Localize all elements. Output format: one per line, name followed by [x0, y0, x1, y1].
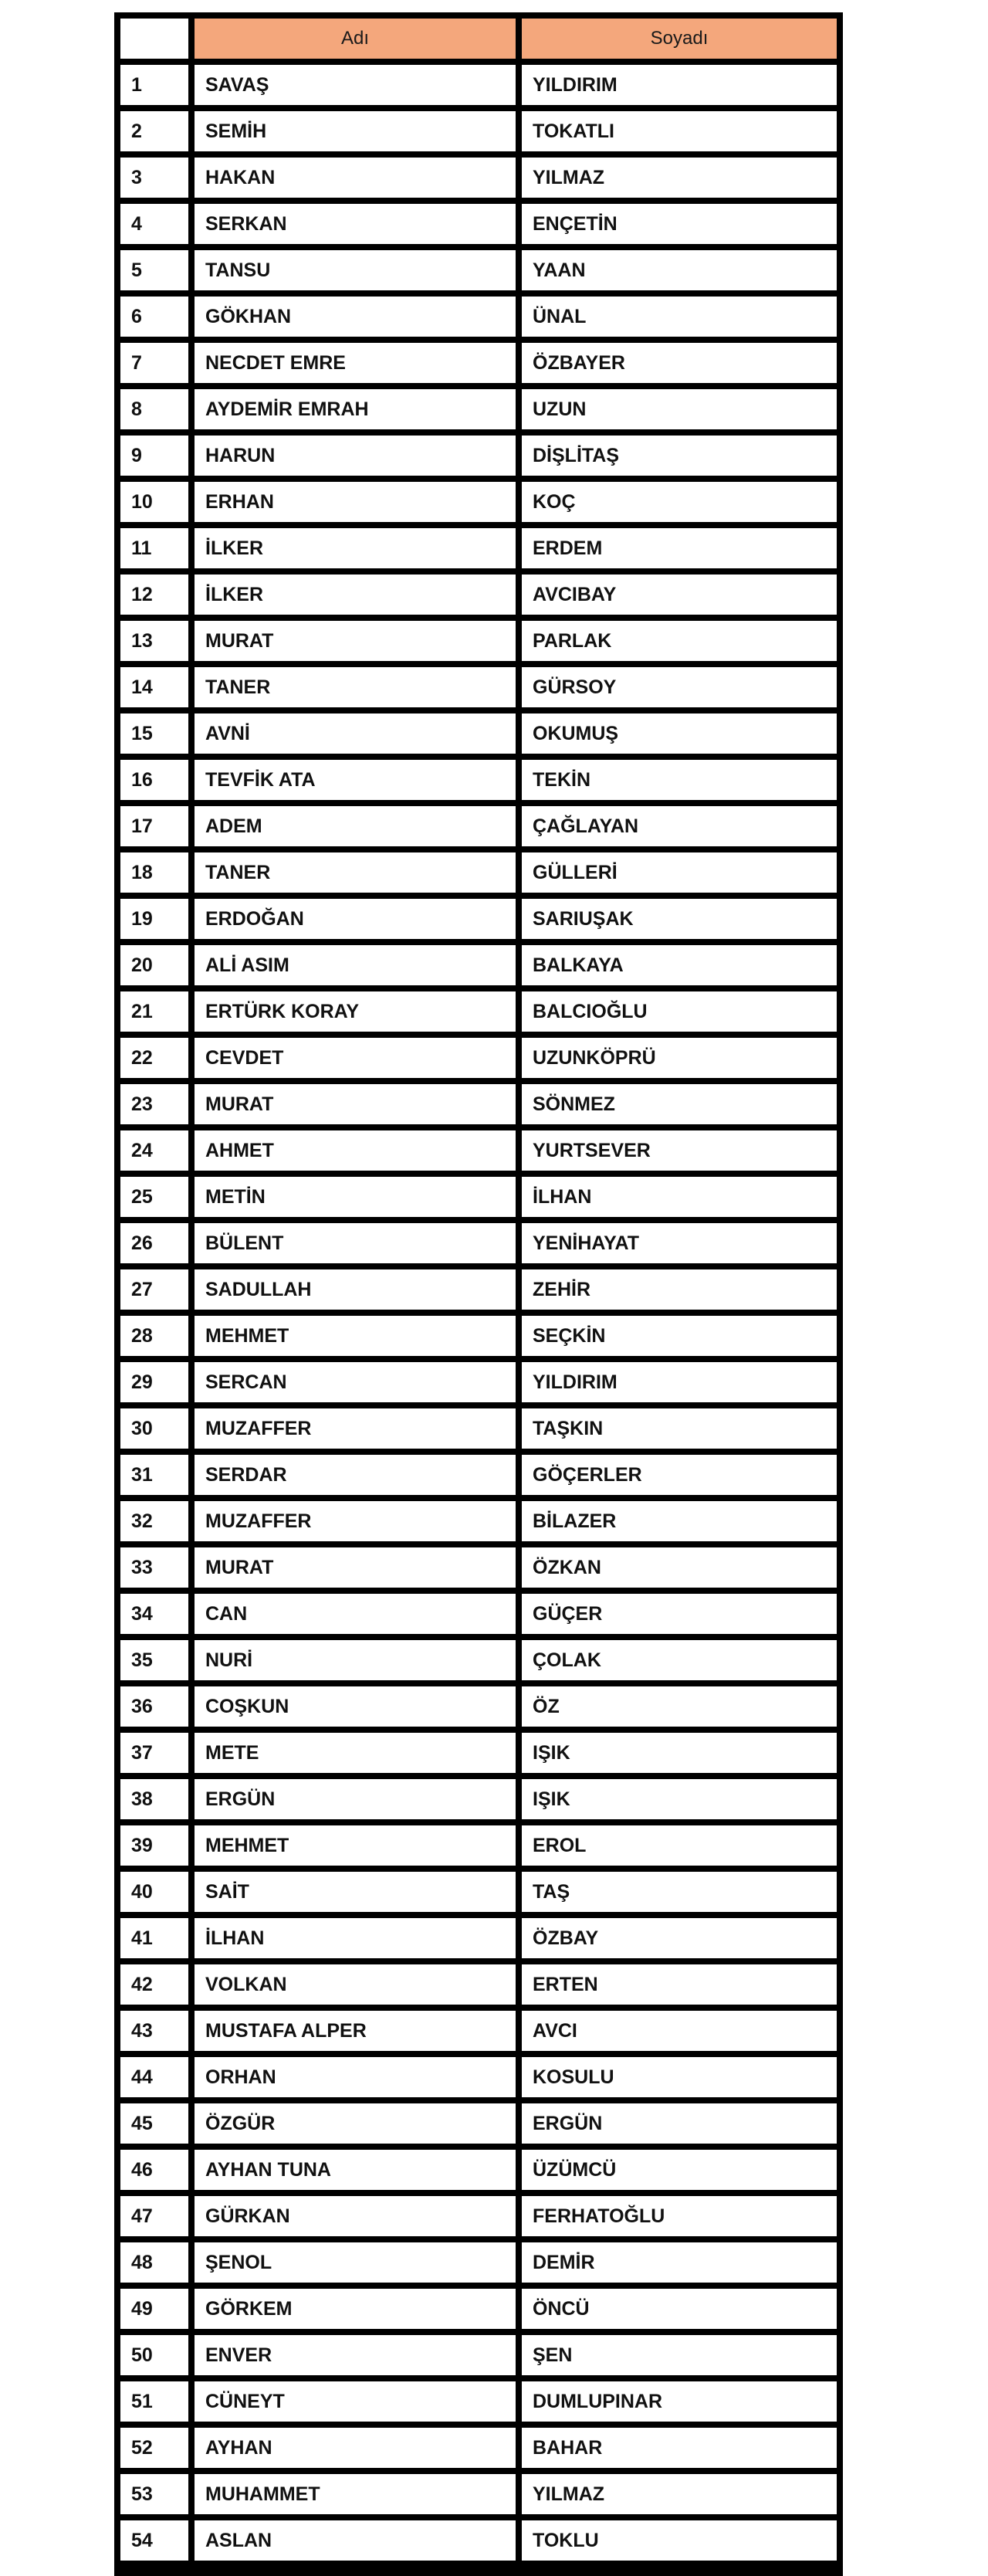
table-row	[114, 2057, 843, 2097]
first-name-cell: MUHAMMET	[195, 2474, 516, 2514]
table-row	[114, 667, 843, 707]
row-number-cell: 12	[120, 575, 188, 615]
last-name-cell: GÜLLERİ	[522, 852, 837, 893]
first-name-cell: İLKER	[195, 528, 516, 568]
table-row	[114, 204, 843, 244]
first-name-cell: ADEM	[195, 806, 516, 846]
row-number-cell: 18	[120, 852, 188, 893]
row-number-cell: 33	[120, 1547, 188, 1588]
first-name-cell: ALİ ASIM	[195, 945, 516, 985]
table-row	[114, 1455, 843, 1495]
table-row	[114, 899, 843, 939]
last-name-cell: KOÇ	[522, 482, 837, 522]
table-row	[114, 250, 843, 290]
row-number-cell: 48	[120, 2242, 188, 2283]
table-row	[114, 1594, 843, 1634]
header-last-name-cell: Soyadı	[522, 19, 837, 59]
row-number-cell: 39	[120, 1825, 188, 1866]
table-row	[114, 65, 843, 105]
last-name-cell: IŞIK	[522, 1779, 837, 1819]
last-name-cell: ERGÜN	[522, 2103, 837, 2144]
first-name-cell: İLHAN	[195, 1918, 516, 1958]
table-row	[114, 528, 843, 568]
table-row	[114, 1872, 843, 1912]
table-row	[114, 1130, 843, 1171]
first-name-cell: BÜLENT	[195, 1223, 516, 1263]
row-number-cell: 50	[120, 2335, 188, 2375]
last-name-cell: BALKAYA	[522, 945, 837, 985]
last-name-cell: İLHAN	[522, 1177, 837, 1217]
row-number-cell: 13	[120, 621, 188, 661]
first-name-cell: MEHMET	[195, 1316, 516, 1356]
last-name-cell: SÖNMEZ	[522, 1084, 837, 1124]
last-name-cell: ÖNCÜ	[522, 2289, 837, 2329]
last-name-cell: AVCI	[522, 2011, 837, 2051]
table-row	[114, 2242, 843, 2283]
last-name-cell: DİŞLİTAŞ	[522, 436, 837, 476]
last-name-cell: ÇOLAK	[522, 1640, 837, 1680]
first-name-cell: ENVER	[195, 2335, 516, 2375]
table-row	[114, 1501, 843, 1541]
first-name-cell: SADULLAH	[195, 1269, 516, 1310]
table-row	[114, 1640, 843, 1680]
last-name-cell: TAŞKIN	[522, 1408, 837, 1449]
row-number-cell: 46	[120, 2150, 188, 2190]
table-row	[114, 297, 843, 337]
first-name-cell: SERDAR	[195, 1455, 516, 1495]
row-number-cell: 38	[120, 1779, 188, 1819]
first-name-cell: MURAT	[195, 621, 516, 661]
last-name-cell: TOKATLI	[522, 111, 837, 151]
last-name-cell: DUMLUPINAR	[522, 2381, 837, 2422]
first-name-cell: CEVDET	[195, 1038, 516, 1078]
last-name-cell: TOKLU	[522, 2520, 837, 2561]
table-row	[114, 1686, 843, 1727]
last-name-cell: IŞIK	[522, 1733, 837, 1773]
first-name-cell: ERGÜN	[195, 1779, 516, 1819]
first-name-cell: AYHAN TUNA	[195, 2150, 516, 2190]
table-row	[114, 1362, 843, 1402]
row-number-cell: 36	[120, 1686, 188, 1727]
first-name-cell: MUZAFFER	[195, 1501, 516, 1541]
last-name-cell: ZEHİR	[522, 1269, 837, 1310]
row-number-cell: 54	[120, 2520, 188, 2561]
first-name-cell: ERDOĞAN	[195, 899, 516, 939]
table-row	[114, 482, 843, 522]
first-name-cell: SEMİH	[195, 111, 516, 151]
last-name-cell: KOSULU	[522, 2057, 837, 2097]
first-name-cell: METİN	[195, 1177, 516, 1217]
table-row	[114, 2428, 843, 2468]
last-name-cell: GÜRSOY	[522, 667, 837, 707]
first-name-cell: MEHMET	[195, 1825, 516, 1866]
row-number-cell: 2	[120, 111, 188, 151]
first-name-cell: SAVAŞ	[195, 65, 516, 105]
row-number-cell: 4	[120, 204, 188, 244]
last-name-cell: TAŞ	[522, 1872, 837, 1912]
row-number-cell: 7	[120, 343, 188, 383]
table-row	[114, 2474, 843, 2514]
row-number-cell: 44	[120, 2057, 188, 2097]
row-number-cell: 24	[120, 1130, 188, 1171]
first-name-cell: AYDEMİR EMRAH	[195, 389, 516, 429]
header-number-cell	[120, 19, 188, 59]
table-row	[114, 713, 843, 754]
last-name-cell: YILMAZ	[522, 2474, 837, 2514]
table-row	[114, 1779, 843, 1819]
last-name-cell: YENİHAYAT	[522, 1223, 837, 1263]
row-number-cell: 51	[120, 2381, 188, 2422]
last-name-cell: UZUNKÖPRÜ	[522, 1038, 837, 1078]
row-number-cell: 20	[120, 945, 188, 985]
last-name-cell: BİLAZER	[522, 1501, 837, 1541]
row-number-cell: 23	[120, 1084, 188, 1124]
row-number-cell: 30	[120, 1408, 188, 1449]
first-name-cell: AYHAN	[195, 2428, 516, 2468]
row-number-cell: 43	[120, 2011, 188, 2051]
first-name-cell: MURAT	[195, 1084, 516, 1124]
row-number-cell: 45	[120, 2103, 188, 2144]
row-number-cell: 52	[120, 2428, 188, 2468]
last-name-cell: GÜÇER	[522, 1594, 837, 1634]
row-number-cell: 6	[120, 297, 188, 337]
last-name-cell: ÇAĞLAYAN	[522, 806, 837, 846]
last-name-cell: BALCIOĞLU	[522, 991, 837, 1032]
last-name-cell: ÜNAL	[522, 297, 837, 337]
row-number-cell: 19	[120, 899, 188, 939]
last-name-cell: TEKİN	[522, 760, 837, 800]
last-name-cell: YAAN	[522, 250, 837, 290]
row-number-cell: 22	[120, 1038, 188, 1078]
last-name-cell: GÖÇERLER	[522, 1455, 837, 1495]
table-row	[114, 389, 843, 429]
table-row	[114, 2103, 843, 2144]
table-row	[114, 2289, 843, 2329]
row-number-cell: 31	[120, 1455, 188, 1495]
table-row	[114, 945, 843, 985]
row-number-cell: 1	[120, 65, 188, 105]
first-name-cell: MURAT	[195, 1547, 516, 1588]
table-row	[114, 158, 843, 198]
table-row	[114, 1177, 843, 1217]
row-number-cell: 29	[120, 1362, 188, 1402]
first-name-cell: MUSTAFA ALPER	[195, 2011, 516, 2051]
table-row	[114, 1825, 843, 1866]
last-name-cell: OKUMUŞ	[522, 713, 837, 754]
row-number-cell: 53	[120, 2474, 188, 2514]
table-row	[114, 2196, 843, 2236]
first-name-cell: GÖKHAN	[195, 297, 516, 337]
table-row	[114, 852, 843, 893]
table-row	[114, 1408, 843, 1449]
first-name-cell: İLKER	[195, 575, 516, 615]
table-row	[114, 575, 843, 615]
first-name-cell: ÖZGÜR	[195, 2103, 516, 2144]
last-name-cell: ERTEN	[522, 1964, 837, 2005]
first-name-cell: GÜRKAN	[195, 2196, 516, 2236]
row-number-cell: 34	[120, 1594, 188, 1634]
table-row	[114, 1547, 843, 1588]
table-row	[114, 1269, 843, 1310]
first-name-cell: SERCAN	[195, 1362, 516, 1402]
last-name-cell: UZUN	[522, 389, 837, 429]
first-name-cell: AHMET	[195, 1130, 516, 1171]
row-number-cell: 42	[120, 1964, 188, 2005]
table-row	[114, 2150, 843, 2190]
last-name-cell: YILDIRIM	[522, 65, 837, 105]
first-name-cell: NURİ	[195, 1640, 516, 1680]
first-name-cell: AVNİ	[195, 713, 516, 754]
last-name-cell: ÖZBAY	[522, 1918, 837, 1958]
last-name-cell: SEÇKİN	[522, 1316, 837, 1356]
table-row	[114, 1038, 843, 1078]
header-first-name-cell: Adı	[195, 19, 516, 59]
row-number-cell: 16	[120, 760, 188, 800]
row-number-cell: 40	[120, 1872, 188, 1912]
first-name-cell: VOLKAN	[195, 1964, 516, 2005]
last-name-cell: YILMAZ	[522, 158, 837, 198]
first-name-cell: ERTÜRK KORAY	[195, 991, 516, 1032]
row-number-cell: 27	[120, 1269, 188, 1310]
row-number-cell: 35	[120, 1640, 188, 1680]
table-row	[114, 1223, 843, 1263]
first-name-cell: GÖRKEM	[195, 2289, 516, 2329]
last-name-cell: YURTSEVER	[522, 1130, 837, 1171]
row-number-cell: 21	[120, 991, 188, 1032]
first-name-cell: NECDET EMRE	[195, 343, 516, 383]
first-name-cell: ORHAN	[195, 2057, 516, 2097]
last-name-cell: ERDEM	[522, 528, 837, 568]
table-row	[114, 760, 843, 800]
table-row	[114, 621, 843, 661]
first-name-cell: TANER	[195, 852, 516, 893]
table-row	[114, 2335, 843, 2375]
row-number-cell: 28	[120, 1316, 188, 1356]
last-name-cell: SARIUŞAK	[522, 899, 837, 939]
last-name-cell: PARLAK	[522, 621, 837, 661]
first-name-cell: ASLAN	[195, 2520, 516, 2561]
row-number-cell: 25	[120, 1177, 188, 1217]
last-name-cell: ŞEN	[522, 2335, 837, 2375]
row-number-cell: 11	[120, 528, 188, 568]
row-number-cell: 47	[120, 2196, 188, 2236]
row-number-cell: 8	[120, 389, 188, 429]
last-name-cell: ÖZ	[522, 1686, 837, 1727]
last-name-cell: FERHATOĞLU	[522, 2196, 837, 2236]
row-number-cell: 5	[120, 250, 188, 290]
last-name-cell: BAHAR	[522, 2428, 837, 2468]
names-table	[114, 12, 843, 2576]
last-name-cell: ENÇETİN	[522, 204, 837, 244]
first-name-cell: MUZAFFER	[195, 1408, 516, 1449]
last-name-cell: EROL	[522, 1825, 837, 1866]
table-row	[114, 1084, 843, 1124]
table-row	[114, 1964, 843, 2005]
table-row	[114, 2520, 843, 2561]
table-row	[114, 111, 843, 151]
row-number-cell: 41	[120, 1918, 188, 1958]
row-number-cell: 17	[120, 806, 188, 846]
row-number-cell: 10	[120, 482, 188, 522]
row-number-cell: 37	[120, 1733, 188, 1773]
first-name-cell: COŞKUN	[195, 1686, 516, 1727]
first-name-cell: CÜNEYT	[195, 2381, 516, 2422]
table-row	[114, 806, 843, 846]
table-header-row	[114, 19, 843, 59]
first-name-cell: METE	[195, 1733, 516, 1773]
first-name-cell: TANSU	[195, 250, 516, 290]
table-row	[114, 436, 843, 476]
table-row	[114, 2011, 843, 2051]
row-number-cell: 15	[120, 713, 188, 754]
last-name-cell: ÖZBAYER	[522, 343, 837, 383]
first-name-cell: CAN	[195, 1594, 516, 1634]
first-name-cell: HAKAN	[195, 158, 516, 198]
table-row	[114, 1316, 843, 1356]
table-row	[114, 1918, 843, 1958]
table-row	[114, 2381, 843, 2422]
last-name-cell: ÖZKAN	[522, 1547, 837, 1588]
first-name-cell: SERKAN	[195, 204, 516, 244]
first-name-cell: SAİT	[195, 1872, 516, 1912]
first-name-cell: ŞENOL	[195, 2242, 516, 2283]
table-row	[114, 343, 843, 383]
row-number-cell: 49	[120, 2289, 188, 2329]
table-row	[114, 1733, 843, 1773]
last-name-cell: DEMİR	[522, 2242, 837, 2283]
first-name-cell: ERHAN	[195, 482, 516, 522]
row-number-cell: 14	[120, 667, 188, 707]
last-name-cell: ÜZÜMCÜ	[522, 2150, 837, 2190]
last-name-cell: AVCIBAY	[522, 575, 837, 615]
table-row	[114, 991, 843, 1032]
row-number-cell: 26	[120, 1223, 188, 1263]
last-name-cell: YILDIRIM	[522, 1362, 837, 1402]
row-number-cell: 32	[120, 1501, 188, 1541]
first-name-cell: HARUN	[195, 436, 516, 476]
row-number-cell: 3	[120, 158, 188, 198]
first-name-cell: TEVFİK ATA	[195, 760, 516, 800]
first-name-cell: TANER	[195, 667, 516, 707]
row-number-cell: 9	[120, 436, 188, 476]
